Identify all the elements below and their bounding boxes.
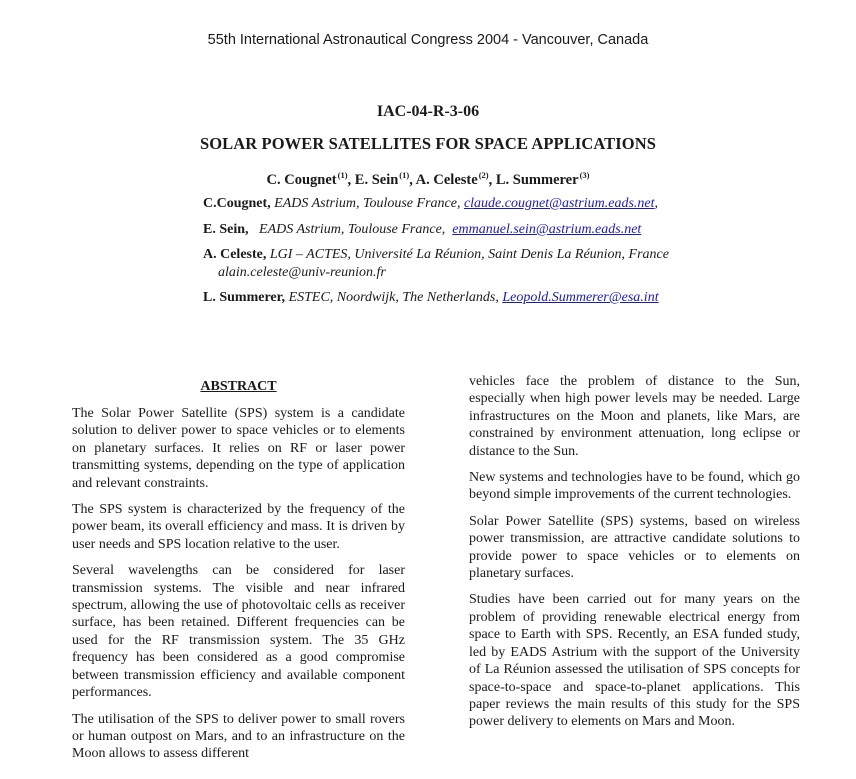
affiliation-summerer [203, 289, 659, 307]
author-name: E. Sein [354, 172, 399, 188]
affiliation-sein [203, 221, 641, 239]
affiliation-email-link[interactable]: emmanuel.sein@astrium.eads.net [452, 222, 642, 237]
abstract-left-column [72, 405, 405, 772]
author-separator: , [409, 172, 416, 188]
abstract-paragraph: The utilisation of the SPS to deliver power to small rovers or human outpost on Mars, and to an infrastructure on the Moon allows to assess different [72, 711, 405, 762]
affiliation-org: LGI – ACTES, Université La Réunion, Saint Denis La Réunion, France [266, 247, 669, 262]
abstract-paragraph: The SPS system is characterized by the frequency of the power beam, its overall efficiency and mass. It is driven by user needs and SPS location relative to the user. [72, 502, 405, 552]
abstract-paragraph: vehicles face the problem of distance to the Sun, especially when high power levels may be needed. Large infrastructures on the Moon and planets, like Mars, are constrained by environment attenuation, long eclipse or distance to the Sun. [469, 374, 800, 459]
affiliation-name: L. Summerer, [203, 290, 286, 305]
abstract-paragraph: The Solar Power Satellite (SPS) system is a candidate solution to deliver power to space vehicles or to elements on planetary surfaces. It relies on RF or laser power transmitting systems, depending on the type of application and relevant constraints. [72, 406, 405, 491]
affiliation-org: EADS Astrium, Toulouse France, [248, 222, 453, 237]
affiliation-org: ESTEC, Noordwijk, The Netherlands, [285, 290, 503, 305]
author-superscript: (3) [579, 170, 590, 180]
abstract-paragraph: Solar Power Satellite (SPS) systems, based on wireless power transmission, are attractive candidate solutions to provide power to space vehicles or to elements on planetary surfaces. [469, 513, 800, 582]
abstract-paragraph: Several wavelengths can be considered for laser transmission systems. The visible and near infrared spectrum, allowing the use of photovoltaic cells as receiver surface, has been retained. Different frequencies can be used for the RF transmission system. The 35 GHz frequency has been considered as a good compromise between transmission efficiency and available component performances. [72, 563, 405, 701]
paper-id: IAC-04-R-3-06 [376, 103, 480, 120]
affiliation-cougnet [203, 195, 658, 213]
affiliation-celeste [203, 246, 669, 282]
affiliation-tail: , [654, 196, 659, 211]
author-line [0, 170, 856, 189]
author-name: L. Summerer [495, 172, 579, 188]
affiliation-email-link[interactable]: claude.cougnet@astrium.eads.net [463, 196, 655, 211]
paper-title: SOLAR POWER SATELLITES FOR SPACE APPLICATIONS [199, 134, 657, 153]
author-superscript: (2) [478, 170, 489, 180]
affiliation-name: E. Sein, [203, 222, 249, 237]
author-separator: , [347, 172, 355, 188]
author-superscript: (1) [399, 170, 410, 180]
abstract-paragraph: New systems and technologies have to be found, which go beyond simple improvements of the current technologies. [469, 470, 800, 503]
affiliation-email-link[interactable]: Leopold.Summerer@esa.int [502, 290, 659, 305]
affiliation-org: EADS Astrium, Toulouse France, [270, 196, 464, 211]
abstract-right-column [469, 373, 800, 740]
conference-header: 55th International Astronautical Congress 2004 - Vancouver, Canada [207, 32, 649, 48]
abstract-heading: ABSTRACT [200, 379, 277, 394]
affiliation-name: A. Celeste, [203, 247, 267, 262]
author-separator: , [488, 172, 496, 188]
affiliation-email: alain.celeste@univ-reunion.fr [218, 265, 386, 280]
author-name: C. Cougnet [266, 172, 337, 188]
abstract-paragraph: Studies have been carried out for many years on the problem of providing renewable electrical energy from space to Earth with SPS. Recently, an ESA funded study, led by EADS Astrium with the support of the University of La Réunion assessed the utilisation of SPS concepts for space-to-space and space-to-planet applications. This paper reviews the main results of this study for the SPS power delivery to elements on Mars and Moon. [469, 592, 800, 730]
author-superscript: (1) [337, 170, 348, 180]
author-name: A. Celeste [415, 172, 478, 188]
affiliation-name: C.Cougnet, [203, 196, 271, 211]
